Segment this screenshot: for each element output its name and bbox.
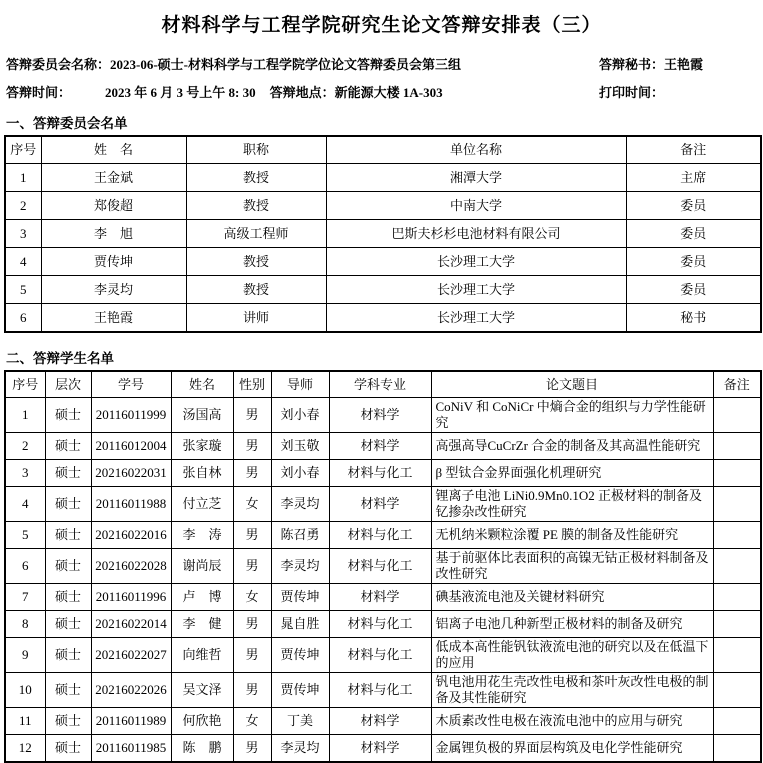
table-cell: 谢尚辰	[171, 549, 233, 584]
table-cell: 20216022016	[91, 522, 171, 549]
table-cell: 20216022014	[91, 611, 171, 638]
column-header: 序号	[5, 371, 45, 398]
table-cell: 金属锂负极的界面层构筑及电化学性能研究	[431, 735, 713, 763]
table-cell: 教授	[186, 276, 326, 304]
table-cell: 4	[5, 248, 41, 276]
table-cell: 李灵均	[271, 735, 329, 763]
table-cell: 男	[233, 638, 271, 673]
table-row	[5, 433, 761, 460]
table-cell: 男	[233, 460, 271, 487]
defense-location-value: 新能源大楼 1A-303	[334, 85, 443, 100]
table-cell	[713, 638, 761, 673]
column-header: 性别	[233, 371, 271, 398]
table-cell: 主席	[626, 164, 761, 192]
table-cell: 7	[5, 584, 45, 611]
table-cell: 王金斌	[41, 164, 186, 192]
table-cell: 讲师	[186, 304, 326, 333]
table-cell: 秘书	[626, 304, 761, 333]
table-cell: 铝离子电池几种新型正极材料的制备及研究	[431, 611, 713, 638]
defense-time-label: 答辩时间：	[6, 85, 72, 100]
students-header-row	[5, 371, 761, 398]
table-cell: β 型钛合金界面强化机理研究	[431, 460, 713, 487]
table-cell: 贾传坤	[271, 584, 329, 611]
table-cell: 张家璇	[171, 433, 233, 460]
table-cell: 贾传坤	[41, 248, 186, 276]
committee-header-row	[5, 136, 761, 164]
table-row	[5, 220, 761, 248]
table-cell: 材料与化工	[329, 673, 431, 708]
table-cell: 长沙理工大学	[326, 276, 626, 304]
table-cell: 女	[233, 584, 271, 611]
table-row	[5, 276, 761, 304]
defense-time-value: 2023 年 6 月 3 号上午 8: 30	[105, 85, 256, 100]
table-cell: 委员	[626, 192, 761, 220]
column-header: 学科专业	[329, 371, 431, 398]
print-time-label: 打印时间：	[599, 85, 665, 100]
table-cell: 硕士	[45, 398, 91, 433]
column-header: 姓名	[171, 371, 233, 398]
table-cell	[713, 433, 761, 460]
table-cell: 材料与化工	[329, 460, 431, 487]
table-cell: 2	[5, 192, 41, 220]
table-cell: 付立芝	[171, 487, 233, 522]
table-row	[5, 304, 761, 333]
table-cell: 8	[5, 611, 45, 638]
table-cell: 6	[5, 549, 45, 584]
table-cell: 男	[233, 398, 271, 433]
table-cell: 男	[233, 522, 271, 549]
table-cell	[713, 549, 761, 584]
table-cell: 男	[233, 673, 271, 708]
table-cell: 刘小春	[271, 460, 329, 487]
column-header: 备注	[626, 136, 761, 164]
column-header: 论文题目	[431, 371, 713, 398]
table-cell: 20116011988	[91, 487, 171, 522]
table-cell: 2	[5, 433, 45, 460]
table-cell: 材料学	[329, 398, 431, 433]
table-cell: 基于前驱体比表面积的高镍无钴正极材料制备及改性研究	[431, 549, 713, 584]
table-cell: 陈召勇	[271, 522, 329, 549]
table-cell	[713, 584, 761, 611]
table-cell: 吴文泽	[171, 673, 233, 708]
time-location-line	[6, 82, 443, 101]
table-cell: 委员	[626, 220, 761, 248]
table-cell: 湘潭大学	[326, 164, 626, 192]
table-cell	[713, 673, 761, 708]
table-cell: 高级工程师	[186, 220, 326, 248]
table-cell: 贾传坤	[271, 638, 329, 673]
table-cell: 10	[5, 673, 45, 708]
table-row	[5, 487, 761, 522]
table-cell: 锂离子电池 LiNi0.9Mn0.1O2 正极材料的制备及钇掺杂改性研究	[431, 487, 713, 522]
table-cell: 材料与化工	[329, 549, 431, 584]
table-cell: 张自林	[171, 460, 233, 487]
table-row	[5, 398, 761, 433]
table-cell	[713, 487, 761, 522]
table-cell: 20216022027	[91, 638, 171, 673]
table-cell	[713, 522, 761, 549]
table-cell: 卢 博	[171, 584, 233, 611]
table-cell: 硕士	[45, 460, 91, 487]
table-cell: 材料学	[329, 735, 431, 763]
table-cell: 向维哲	[171, 638, 233, 673]
table-cell: 长沙理工大学	[326, 248, 626, 276]
table-cell	[713, 398, 761, 433]
table-cell: 刘玉敬	[271, 433, 329, 460]
table-cell: 3	[5, 220, 41, 248]
table-cell: 李灵均	[271, 549, 329, 584]
table-cell: 委员	[626, 276, 761, 304]
table-cell: 20116011989	[91, 708, 171, 735]
table-cell: 硕士	[45, 673, 91, 708]
table-cell: 材料学	[329, 708, 431, 735]
table-cell: 5	[5, 522, 45, 549]
table-cell: 中南大学	[326, 192, 626, 220]
table-row	[5, 522, 761, 549]
table-cell: 硕士	[45, 549, 91, 584]
table-cell: 硕士	[45, 433, 91, 460]
table-cell: 材料与化工	[329, 522, 431, 549]
secretary-line	[599, 54, 757, 73]
table-cell: 5	[5, 276, 41, 304]
table-cell: 4	[5, 487, 45, 522]
committee-name-value: 2023-06-硕士-材料科学与工程学院学位论文答辩委员会第三组	[110, 57, 462, 72]
column-header: 备注	[713, 371, 761, 398]
table-cell: 低成本高性能钒钛液流电池的研究以及在低温下的应用	[431, 638, 713, 673]
table-cell	[713, 611, 761, 638]
table-cell: 1	[5, 398, 45, 433]
info-row-committee	[6, 54, 757, 73]
column-header: 导师	[271, 371, 329, 398]
table-cell: 材料学	[329, 433, 431, 460]
table-cell: 王艳霞	[41, 304, 186, 333]
table-cell: 李 健	[171, 611, 233, 638]
table-cell: 女	[233, 708, 271, 735]
table-row	[5, 584, 761, 611]
table-cell: 教授	[186, 248, 326, 276]
table-row	[5, 549, 761, 584]
committee-section-heading: 一、答辩委员会名单	[6, 116, 128, 131]
committee-name-label: 答辩委员会名称：	[6, 57, 111, 72]
column-header: 序号	[5, 136, 41, 164]
committee-table	[4, 135, 762, 333]
page-title: 材料科学与工程学院研究生论文答辩安排表（三）	[161, 15, 602, 36]
table-row	[5, 164, 761, 192]
table-cell: 李灵均	[41, 276, 186, 304]
defense-location-label: 答辩地点：	[269, 85, 335, 100]
table-cell: 材料学	[329, 487, 431, 522]
table-cell: 汤国高	[171, 398, 233, 433]
table-cell: 何欣艳	[171, 708, 233, 735]
committee-name-line	[6, 54, 461, 73]
secretary-value: 王艳霞	[664, 57, 704, 72]
table-cell: 硕士	[45, 611, 91, 638]
table-cell	[713, 460, 761, 487]
print-time-line	[599, 82, 757, 101]
table-cell: 陈 鹏	[171, 735, 233, 763]
table-cell: 钒电池用花生壳改性电极和茶叶灰改性电极的制备及其性能研究	[431, 673, 713, 708]
table-cell: 晁自胜	[271, 611, 329, 638]
column-header: 学号	[91, 371, 171, 398]
table-cell: 20116011996	[91, 584, 171, 611]
table-cell: 刘小春	[271, 398, 329, 433]
table-cell: CoNiV 和 CoNiCr 中熵合金的组织与力学性能研究	[431, 398, 713, 433]
table-cell: 材料与化工	[329, 638, 431, 673]
table-cell: 贾传坤	[271, 673, 329, 708]
table-cell: 20116011985	[91, 735, 171, 763]
table-cell: 李 旭	[41, 220, 186, 248]
table-row	[5, 460, 761, 487]
table-row	[5, 192, 761, 220]
column-header: 层次	[45, 371, 91, 398]
table-cell: 12	[5, 735, 45, 763]
table-cell	[713, 708, 761, 735]
table-cell: 男	[233, 549, 271, 584]
table-cell: 6	[5, 304, 41, 333]
column-header: 单位名称	[326, 136, 626, 164]
table-cell: 木质素改性电极在液流电池中的应用与研究	[431, 708, 713, 735]
table-cell: 碘基液流电池及关键材料研究	[431, 584, 713, 611]
table-cell: 男	[233, 611, 271, 638]
table-cell: 硕士	[45, 638, 91, 673]
table-cell: 李 涛	[171, 522, 233, 549]
table-cell: 20216022028	[91, 549, 171, 584]
students-section-heading: 二、答辩学生名单	[6, 351, 114, 366]
table-cell: 硕士	[45, 522, 91, 549]
table-row	[5, 248, 761, 276]
info-row-time	[6, 82, 757, 101]
table-cell: 委员	[626, 248, 761, 276]
table-cell: 无机纳米颗粒涂覆 PE 膜的制备及性能研究	[431, 522, 713, 549]
column-header: 职称	[186, 136, 326, 164]
column-header: 姓 名	[41, 136, 186, 164]
table-cell: 女	[233, 487, 271, 522]
table-cell: 李灵均	[271, 487, 329, 522]
table-cell: 教授	[186, 164, 326, 192]
table-cell: 高强高导CuCrZr 合金的制备及其高温性能研究	[431, 433, 713, 460]
table-cell: 丁美	[271, 708, 329, 735]
table-row	[5, 611, 761, 638]
table-cell: 20216022031	[91, 460, 171, 487]
table-cell: 男	[233, 433, 271, 460]
table-row	[5, 673, 761, 708]
table-cell: 硕士	[45, 487, 91, 522]
table-row	[5, 638, 761, 673]
table-cell: 20216022026	[91, 673, 171, 708]
table-cell: 硕士	[45, 584, 91, 611]
table-cell: 1	[5, 164, 41, 192]
secretary-label: 答辩秘书：	[599, 57, 665, 72]
table-cell: 材料与化工	[329, 611, 431, 638]
table-cell: 男	[233, 735, 271, 763]
table-cell: 20116012004	[91, 433, 171, 460]
table-cell: 材料学	[329, 584, 431, 611]
table-cell: 9	[5, 638, 45, 673]
table-cell: 教授	[186, 192, 326, 220]
table-cell: 郑俊超	[41, 192, 186, 220]
table-cell: 巴斯夫杉杉电池材料有限公司	[326, 220, 626, 248]
table-cell: 硕士	[45, 735, 91, 763]
table-cell: 20116011999	[91, 398, 171, 433]
table-cell: 3	[5, 460, 45, 487]
table-cell	[713, 735, 761, 763]
document-page	[0, 10, 763, 763]
table-row	[5, 708, 761, 735]
table-cell: 长沙理工大学	[326, 304, 626, 333]
table-cell: 11	[5, 708, 45, 735]
students-table	[4, 370, 762, 763]
table-row	[5, 735, 761, 763]
table-cell: 硕士	[45, 708, 91, 735]
